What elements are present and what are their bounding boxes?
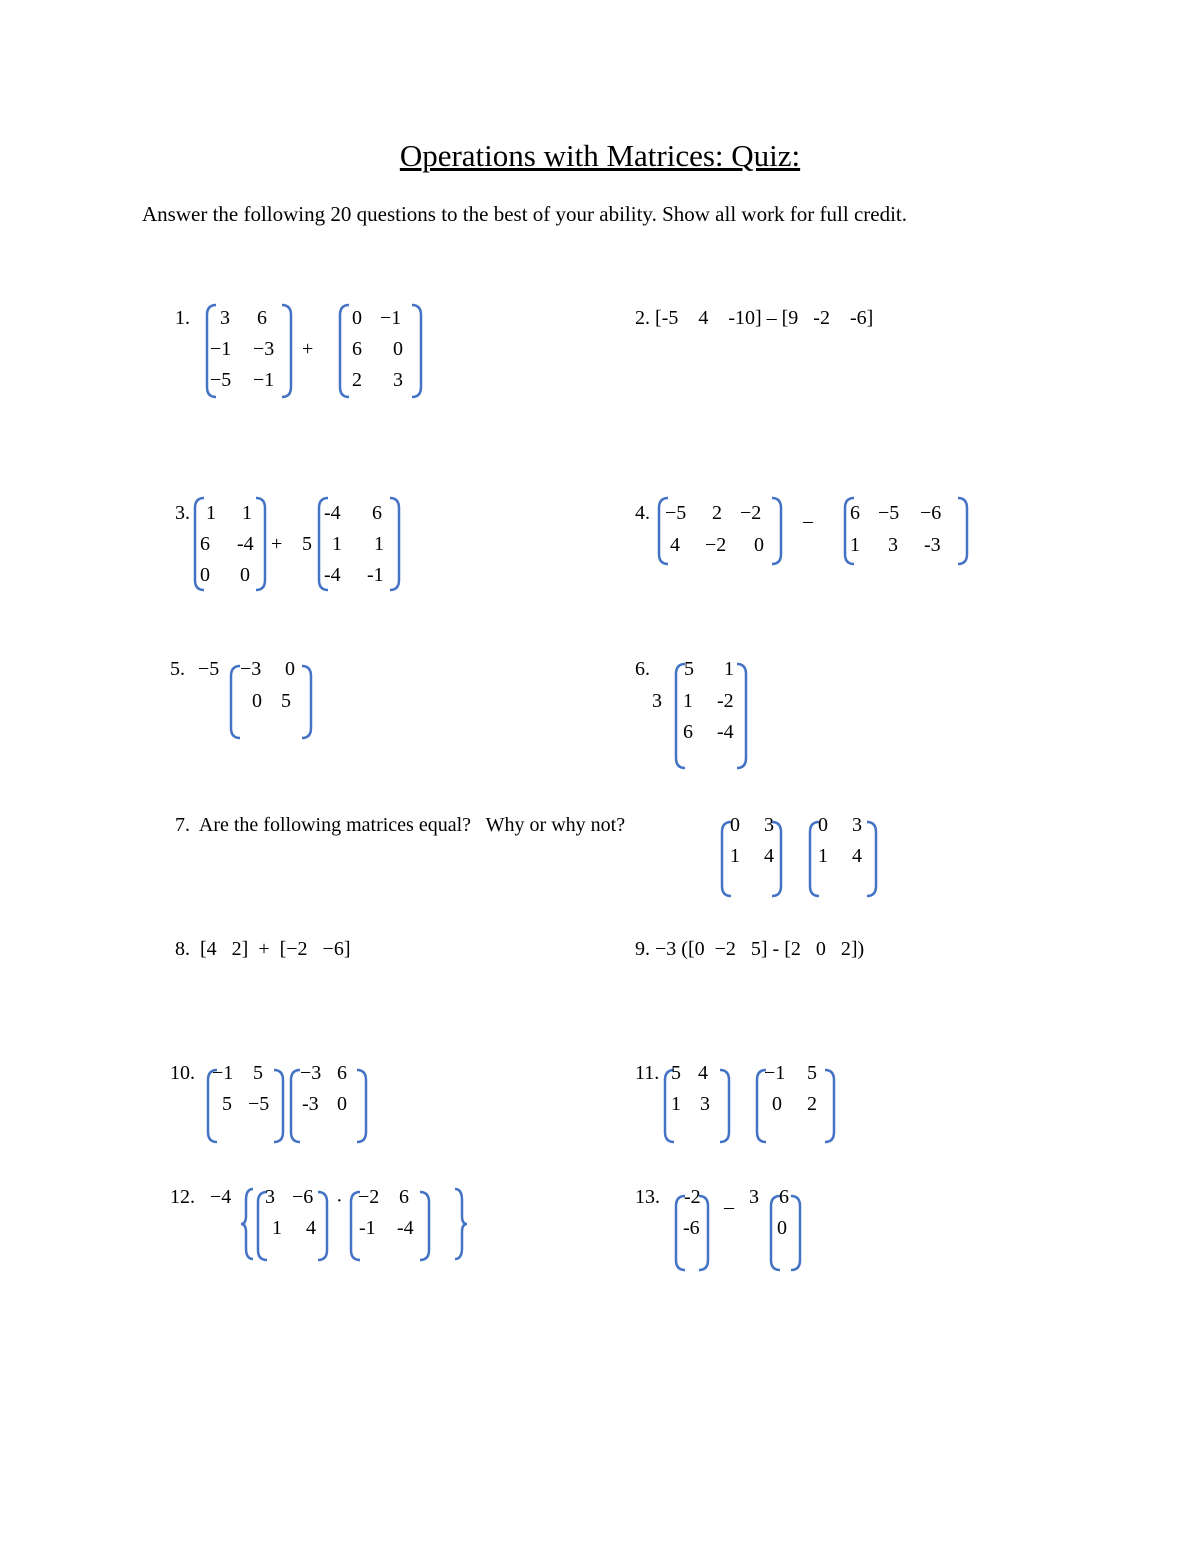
matrix-cell: 0: [252, 690, 262, 712]
matrix-cell: 0: [730, 814, 740, 836]
matrix-cell: 6: [683, 721, 693, 743]
matrix-cell: 0: [754, 534, 764, 556]
matrix-cell: -4: [717, 721, 734, 743]
matrix-cell: 3: [265, 1186, 275, 1208]
matrix-cell: 5: [281, 690, 291, 712]
matrix-cell: −5: [878, 502, 900, 524]
matrix-cell: 0: [337, 1093, 347, 1115]
question-number: 13.: [635, 1186, 660, 1208]
right-bracket: [355, 1068, 369, 1144]
scalar: −4: [210, 1186, 232, 1208]
matrix-cell: 0: [818, 814, 828, 836]
right-bracket: [823, 1068, 837, 1144]
matrix-cell: −2: [740, 502, 762, 524]
instructions: Answer the following 20 questions to the best of your ability. Show all work for full credit.: [142, 202, 908, 226]
matrix-cell: 4: [764, 845, 774, 867]
left-brace: [238, 1186, 256, 1262]
question-8: 8. [4 2] + [−2 −6]: [175, 938, 351, 960]
right-bracket: [418, 1190, 432, 1262]
matrix-cell: 2: [712, 502, 722, 524]
right-bracket: [300, 664, 314, 740]
matrix-cell: 0: [200, 564, 210, 586]
quiz-title: Operations with Matrices: Quiz:: [399, 138, 801, 173]
right-bracket: [280, 303, 294, 399]
matrix-cell: 0: [240, 564, 250, 586]
matrix-cell: 6: [352, 338, 362, 360]
matrix-cell: 4: [670, 534, 680, 556]
right-bracket: [388, 496, 402, 592]
matrix-cell: 1: [724, 658, 734, 680]
matrix-cell: -2: [684, 1186, 701, 1208]
question-number: 6.: [635, 658, 650, 680]
right-bracket: [770, 820, 784, 898]
operator: –: [724, 1196, 734, 1218]
matrix-cell: -4: [324, 564, 341, 586]
matrix-cell: −2: [358, 1186, 380, 1208]
matrix-cell: 1: [730, 845, 740, 867]
scalar: 5: [302, 533, 312, 555]
matrix-cell: -4: [397, 1217, 414, 1239]
matrix-cell: −5: [248, 1093, 270, 1115]
right-bracket: [770, 496, 784, 566]
matrix-cell: 3: [700, 1093, 710, 1115]
matrix-cell: −6: [292, 1186, 314, 1208]
matrix-cell: 1: [206, 502, 216, 524]
left-bracket: [337, 303, 351, 399]
matrix-cell: -3: [924, 534, 941, 556]
right-brace: [452, 1186, 470, 1262]
question-number: 1.: [175, 307, 190, 329]
matrix-cell: -3: [302, 1093, 319, 1115]
matrix-cell: 1: [671, 1093, 681, 1115]
matrix-cell: 3: [393, 369, 403, 391]
question-number: 11.: [635, 1062, 660, 1084]
matrix-cell: 1: [683, 690, 693, 712]
question-9: 9. −3 ([0 −2 5] - [2 0 2]): [635, 938, 865, 960]
matrix-cell: 1: [374, 533, 384, 555]
matrix-cell: -6: [683, 1217, 700, 1239]
scalar: −5: [198, 658, 220, 680]
matrix-cell: −2: [705, 534, 727, 556]
matrix-cell: −5: [665, 502, 687, 524]
matrix-cell: 5: [222, 1093, 232, 1115]
matrix-cell: 3: [852, 814, 862, 836]
matrix-cell: −1: [380, 307, 402, 329]
right-bracket: [254, 496, 268, 592]
matrix-cell: 4: [306, 1217, 316, 1239]
right-bracket: [956, 496, 970, 566]
right-bracket: [718, 1068, 732, 1144]
matrix-cell: −1: [212, 1062, 234, 1084]
matrix-cell: -4: [237, 533, 254, 555]
operator: –: [803, 510, 813, 532]
matrix-cell: 6: [779, 1186, 789, 1208]
right-bracket: [735, 662, 749, 770]
matrix-cell: 1: [818, 845, 828, 867]
matrix-cell: 4: [852, 845, 862, 867]
matrix-cell: 4: [698, 1062, 708, 1084]
matrix-cell: 6: [399, 1186, 409, 1208]
operator: +: [302, 338, 314, 360]
matrix-cell: 2: [352, 369, 362, 391]
matrix-cell: −3: [300, 1062, 322, 1084]
matrix-cell: 5: [253, 1062, 263, 1084]
matrix-cell: 6: [337, 1062, 347, 1084]
matrix-cell: 0: [352, 307, 362, 329]
matrix-cell: −1: [210, 338, 232, 360]
matrix-cell: −1: [764, 1062, 786, 1084]
matrix-cell: 6: [257, 307, 267, 329]
question-number: 12.: [170, 1186, 195, 1208]
matrix-cell: -1: [367, 564, 384, 586]
matrix-cell: 0: [285, 658, 295, 680]
question-text: 7. Are the following matrices equal? Why or why not?: [175, 814, 626, 836]
matrix-cell: -4: [324, 502, 341, 524]
matrix-cell: 6: [372, 502, 382, 524]
matrix-cell: −6: [920, 502, 942, 524]
scalar: 3: [749, 1186, 759, 1208]
matrix-cell: 1: [850, 534, 860, 556]
question-number: 10.: [170, 1062, 195, 1084]
matrix-cell: 3: [764, 814, 774, 836]
operator: +: [271, 533, 283, 555]
matrix-cell: 1: [242, 502, 252, 524]
question-number: 3.: [175, 502, 190, 524]
matrix-cell: 2: [807, 1093, 817, 1115]
right-bracket: [789, 1194, 803, 1272]
question-number: 4.: [635, 502, 650, 524]
right-bracket: [316, 1190, 330, 1262]
scalar: 3: [652, 690, 662, 712]
matrix-cell: -2: [717, 690, 734, 712]
right-bracket: [410, 303, 424, 399]
matrix-cell: 0: [777, 1217, 787, 1239]
matrix-cell: −5: [210, 369, 232, 391]
operator: ·: [336, 1190, 343, 1212]
matrix-cell: 0: [393, 338, 403, 360]
matrix-cell: 0: [772, 1093, 782, 1115]
matrix-cell: 6: [850, 502, 860, 524]
matrix-cell: 5: [807, 1062, 817, 1084]
matrix-cell: 1: [272, 1217, 282, 1239]
matrix-cell: 1: [332, 533, 342, 555]
right-bracket: [272, 1068, 286, 1144]
right-bracket: [697, 1194, 711, 1272]
matrix-cell: 6: [200, 533, 210, 555]
matrix-cell: 3: [220, 307, 230, 329]
matrix-cell: −3: [253, 338, 275, 360]
matrix-cell: −3: [240, 658, 262, 680]
matrix-cell: 3: [888, 534, 898, 556]
matrix-cell: −1: [253, 369, 275, 391]
matrix-cell: 5: [684, 658, 694, 680]
question-2: 2. [-5 4 -10] – [9 -2 -6]: [635, 307, 874, 329]
question-number: 5.: [170, 658, 185, 680]
matrix-cell: 5: [671, 1062, 681, 1084]
right-bracket: [865, 820, 879, 898]
matrix-cell: -1: [359, 1217, 376, 1239]
